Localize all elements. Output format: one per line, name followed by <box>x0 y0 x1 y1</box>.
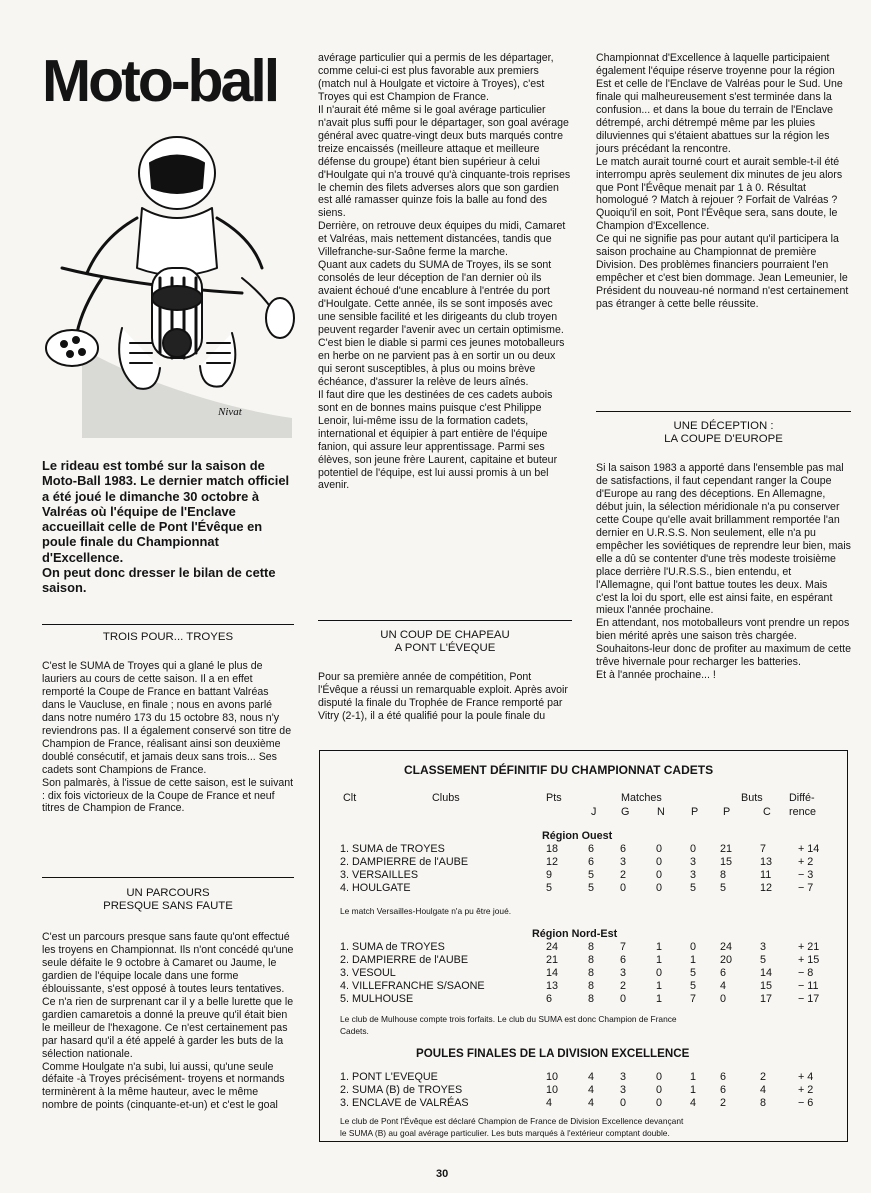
cell-n: 0 <box>656 1097 663 1109</box>
page-number: 30 <box>436 1168 449 1180</box>
cell-pts: 14 <box>546 967 559 979</box>
cell-pts: 24 <box>546 941 559 953</box>
cell-pts: 10 <box>546 1084 559 1096</box>
cell-buts-c: 8 <box>760 1097 767 1109</box>
cell-g: 2 <box>620 869 627 881</box>
article-column-2: avérage particulier qui a permis de les départager, comme celui-ci est plus favorable aux premiers (match nul à Houlgate et victoire à Troyes), c'est Troyes qui est Champion de France. Il n'aurait été même si le goal avérage particulier n'avait plus suffi pour le départager, son goal avérage général avec quatre-vingt deux buts marqués contre treize encaissés (meilleure attaque et meilleure défense du groupe) étant bien supérieur à celui d'Houlgate qui n'a trouvé qu'à cinquante-trois reprises le chemin des filets adverses alors que son gardien est allé ramasser quinze fois la balle au fond des siens. Derrière, on retrouve deux équipes du midi, Camaret et Valréas, mais nettement distancées, tandis que Villefranche-sur-Saône ferme la marche. Quant aux cadets du SUMA de Troyes, ils se sont consolés de leur déception de l'an dernier où ils avaient échoué d'une encablure à l'entrée du port d'Houlgate. Cette année, ils se sont imposés avec une sensible facilité et les dirigeants du club troyen peuvent regarder l'avenir avec un certain optimisme. C'est bien le diable si parmi ces jeunes motoballeurs en herbe on ne parvient pas à en sortir un ou deux qui seront susceptibles, à plus ou moins brève échéance, d'assurer la relève de leurs aînés. Il faut dire que les destinées de ces cadets aubois sont en de bonnes mains puisque c'est Philippe Lenoir, lui-même issu de la formation cadets, international et équipier à part entière de l'équipe fanion, qui assure leur apprentissage. Parmi ses élèves, son jeune frère Laurent, capitaine et buteur potentiel de l'équipe, est lui aussi promis à un bel avenir. <box>318 52 571 492</box>
cell-p: 0 <box>690 843 697 855</box>
table-note: Le match Versailles-Houlgate n'a pu être joué. <box>340 906 512 916</box>
cell-p: 5 <box>690 882 697 894</box>
section-body: C'est un parcours presque sans faute qu'ont effectué les troyens en Championnat. Ils n'ont concédé qu'une seule défaite le 9 octobre à Camaret ou Jaume, le gardien de l'équipe locale dans une forme éblouissante, s'est opposé à toutes leurs tentatives. Ce n'a rien de surprenant car il y a belle lurette que le gardien camaretois a donné la preuve qu'il était bien le meilleur de l'hexagone. Ce n'est certainement pas par hasard qu'il a été appelé à garder les buts de la sélection nationale. Comme Houlgate n'a subi, lui aussi, qu'une seule défaite -à Troyes précisément- troyens et normands terminèrent à la même hauteur, avec le même nombre de points (cinquante-et-un) et c'est le goal <box>42 931 294 1112</box>
cell-p: 0 <box>690 941 697 953</box>
table-note: le SUMA (B) au goal avérage particulier. Les buts marqués à l'extérieur comptant double. <box>340 1128 670 1138</box>
cell-n: 0 <box>656 1071 663 1083</box>
section-rule <box>42 624 294 625</box>
cell-club: 3. ENCLAVE de VALRÉAS <box>340 1097 469 1109</box>
cell-buts-c: 17 <box>760 993 773 1005</box>
cell-club: 3. VESOUL <box>340 967 396 979</box>
cell-buts-p: 6 <box>720 967 727 979</box>
cell-buts-c: 5 <box>760 954 767 966</box>
cell-buts-p: 4 <box>720 980 727 992</box>
cell-g: 6 <box>620 843 627 855</box>
article-column-3: Championnat d'Excellence à laquelle participaient également l'équipe réserve troyenne pour la région Est et celle de l'Enclave de Valréas pour le Sud. Une finale qui malheureusement s'est terminée dans la confusion... et dans la boue du terrain de l'Enclave détrempé, archi détrempé même par les pluies diluviennes qui s'étaient abattues sur la région les jours précédant la rencontre. Le match aurait tourné court et aurait semble-t-il été interrompu après seulement dix minutes de jeu alors que Pont l'Évêque menait par 1 à 0. Résultat homologué ? Match à rejouer ? Forfait de Valréas ? Quoiqu'il en soit, Pont l'Évêque sera, sans doute, le Champion d'Excellence. Ce qui ne signifie pas pour autant qu'il participera la saison prochaine au Championnat de première Division. Des problèmes financiers pourraient l'en empêcher et c'est bien dommage. Jean Lemeunier, le Président du nouveau-né normand n'est certainement pas étranger à cette belle réussite. <box>596 52 849 311</box>
cell-diff: − 8 <box>798 967 814 979</box>
cell-j: 6 <box>588 856 595 868</box>
col-header-clt: Clt <box>343 792 357 804</box>
cell-n: 1 <box>656 980 663 992</box>
cell-g: 3 <box>620 967 627 979</box>
cell-pts: 12 <box>546 856 559 868</box>
col-header-j: J <box>591 806 597 818</box>
cell-g: 3 <box>620 1084 627 1096</box>
cell-n: 0 <box>656 843 663 855</box>
col-header-diff: Diffé- <box>789 792 815 804</box>
cell-p: 1 <box>690 1071 697 1083</box>
artist-signature: Nivat <box>218 406 242 418</box>
cell-club: 1. PONT L'EVEQUE <box>340 1071 438 1083</box>
cell-diff: + 4 <box>798 1071 814 1083</box>
cell-p: 4 <box>690 1097 697 1109</box>
section-heading: TROIS POUR... TROYES <box>102 631 234 643</box>
cell-g: 3 <box>620 856 627 868</box>
section-body: Si la saison 1983 a apporté dans l'ensemble pas mal de satisfactions, il faut cependant ranger la Coupe d'Europe au rang des déceptions. En Allemagne, début juin, la sélection méridionale n'a pu conserver cette Coupe qu'elle avait brillamment remportée l'an dernier en U.R.S.S. Non seulement, elle n'a pu empêcher les soviétiques de reprendre leur bien, mais elle a dû se contenter d'une très modeste troisième place derrière l'U.R.S.S., bien entendu, et l'Allemagne, qui l'ont battue toutes les deux. Mais c'est la loi du sport, elle est ainsi faite, en espérant mieux l'année prochaine. En attendant, nos motoballeurs vont prendre un repos bien mérité après une saison très chargée. Souhaitons-leur donc de profiter au maximum de cette trêve hivernale pour recharger les batteries. Et à l'année prochaine... ! <box>596 462 851 682</box>
cell-p: 3 <box>690 856 697 868</box>
cell-g: 0 <box>620 1097 627 1109</box>
cell-buts-c: 4 <box>760 1084 767 1096</box>
cell-j: 8 <box>588 993 595 1005</box>
cell-n: 0 <box>656 869 663 881</box>
cell-club: 5. MULHOUSE <box>340 993 414 1005</box>
cell-club: 2. SUMA (B) de TROYES <box>340 1084 463 1096</box>
cell-g: 7 <box>620 941 627 953</box>
cell-club: 2. DAMPIERRE de l'AUBE <box>340 856 469 868</box>
cell-g: 3 <box>620 1071 627 1083</box>
cell-buts-c: 7 <box>760 843 767 855</box>
cell-g: 0 <box>620 993 627 1005</box>
section-body: C'est le SUMA de Troyes qui a glané le plus de lauriers au cours de cette saison. Il a en effet remporté la Coupe de France en battant Valréas dans le Vaucluse, en finale ; nous en avons parlé dans notre numéro 173 du 15 octobre 83, nous n'y reviendrons pas. Il a également conservé son titre de Champion de France, réalisant ainsi son deuxième doublé consécutif, et jamais deux sans trois... Ses cadets sont Champions de France. Son palmarès, à l'issue de cette saison, est le suivant : dix fois victorieux de la Coupe de France et neuf titres de Champion de France. <box>42 660 294 815</box>
cell-j: 8 <box>588 967 595 979</box>
cell-n: 1 <box>656 993 663 1005</box>
intro-paragraph: Le rideau est tombé sur la saison de Moto-Ball 1983. Le dernier match officiel a été joué le dimanche 30 octobre à Valréas où l'équipe de l'Enclave accueillait celle de Pont l'Évêque en poule finale du Championnat d'Excellence. On peut donc dresser le bilan de cette saison. <box>42 458 290 596</box>
cell-club: 1. SUMA de TROYES <box>340 941 445 953</box>
cell-j: 8 <box>588 941 595 953</box>
col-header-matches: Matches <box>621 792 662 804</box>
section-rule <box>318 620 572 621</box>
region-heading: Région Nord-Est <box>532 928 618 940</box>
cell-p: 7 <box>690 993 697 1005</box>
cell-p: 3 <box>690 869 697 881</box>
cell-buts-c: 11 <box>760 869 772 881</box>
cell-diff: − 7 <box>798 882 814 894</box>
cell-buts-p: 0 <box>720 993 727 1005</box>
cell-pts: 21 <box>546 954 559 966</box>
cell-buts-p: 8 <box>720 869 727 881</box>
cell-club: 4. HOULGATE <box>340 882 411 894</box>
cell-pts: 5 <box>546 882 553 894</box>
poules-title: POULES FINALES DE LA DIVISION EXCELLENCE <box>416 1047 690 1060</box>
cell-p: 5 <box>690 967 697 979</box>
region-heading: Région Ouest <box>542 830 613 842</box>
cell-buts-c: 15 <box>760 980 773 992</box>
cell-pts: 18 <box>546 843 559 855</box>
cell-club: 3. VERSAILLES <box>340 869 419 881</box>
cell-j: 8 <box>588 954 595 966</box>
cell-j: 4 <box>588 1097 595 1109</box>
cell-diff: + 2 <box>798 1084 814 1096</box>
cell-buts-p: 6 <box>720 1071 727 1083</box>
table-note: Cadets. <box>340 1026 369 1036</box>
table-note: Le club de Pont l'Évêque est déclaré Champion de France de Division Excellence devançant <box>340 1116 684 1126</box>
cell-club: 4. VILLEFRANCHE S/SAONE <box>340 980 485 992</box>
cell-j: 5 <box>588 869 595 881</box>
col-header-g: G <box>621 806 630 818</box>
col-header-clubs: Clubs <box>432 792 460 804</box>
cell-j: 4 <box>588 1084 595 1096</box>
table-note: Le club de Mulhouse compte trois forfaits. Le club du SUMA est donc Champion de France <box>340 1014 677 1024</box>
cell-buts-p: 20 <box>720 954 733 966</box>
cell-buts-c: 3 <box>760 941 767 953</box>
cell-p: 1 <box>690 1084 697 1096</box>
cell-club: 2. DAMPIERRE de l'AUBE <box>340 954 469 966</box>
cell-buts-p: 15 <box>720 856 733 868</box>
cell-j: 5 <box>588 882 595 894</box>
cell-pts: 13 <box>546 980 559 992</box>
col-header-buts-c: C <box>763 806 771 818</box>
cell-buts-p: 6 <box>720 1084 727 1096</box>
cell-buts-p: 5 <box>720 882 727 894</box>
cell-j: 8 <box>588 980 595 992</box>
cell-pts: 6 <box>546 993 553 1005</box>
section-heading: UN PARCOURS PRESQUE SANS FAUTE <box>103 887 233 912</box>
cell-buts-c: 2 <box>760 1071 767 1083</box>
section-rule <box>42 877 294 878</box>
col-header-p: P <box>691 806 699 818</box>
cell-g: 0 <box>620 882 627 894</box>
cell-diff: − 6 <box>798 1097 814 1109</box>
cell-g: 6 <box>620 954 627 966</box>
cell-diff: + 2 <box>798 856 814 868</box>
cell-g: 2 <box>620 980 627 992</box>
col-header-pts: Pts <box>546 792 562 804</box>
cell-club: 1. SUMA de TROYES <box>340 843 445 855</box>
cell-buts-c: 14 <box>760 967 773 979</box>
cell-buts-p: 21 <box>720 843 733 855</box>
cell-n: 0 <box>656 882 663 894</box>
cell-pts: 9 <box>546 869 553 881</box>
cell-p: 5 <box>690 980 697 992</box>
section-heading: UNE DÉCEPTION : LA COUPE D'EUROPE <box>664 420 783 445</box>
section-heading: UN COUP DE CHAPEAU A PONT L'ÉVEQUE <box>380 629 510 654</box>
cell-j: 4 <box>588 1071 595 1083</box>
cell-n: 1 <box>656 954 663 966</box>
page-title: Moto-ball <box>42 48 278 114</box>
cell-buts-p: 24 <box>720 941 733 953</box>
cell-n: 1 <box>656 941 663 953</box>
section-rule <box>596 411 851 412</box>
cell-diff: + 15 <box>798 954 820 966</box>
standings-table <box>319 750 848 1142</box>
cell-buts-c: 13 <box>760 856 773 868</box>
cell-pts: 4 <box>546 1097 553 1109</box>
table-title: CLASSEMENT DÉFINITIF DU CHAMPIONNAT CADETS <box>404 763 714 777</box>
col-header-buts-p: P <box>723 806 731 818</box>
section-body: Pour sa première année de compétition, Pont l'Évêque a réussi un remarquable exploit. Après avoir disputé la finale du Trophée de France remporté par Vitry (2-1), il a été qualifié pour la poule finale du <box>318 671 568 722</box>
cell-buts-c: 12 <box>760 882 773 894</box>
cell-j: 6 <box>588 843 595 855</box>
cell-pts: 10 <box>546 1071 559 1083</box>
cell-diff: − 11 <box>798 980 819 992</box>
cell-diff: − 3 <box>798 869 814 881</box>
cell-n: 0 <box>656 967 663 979</box>
motoball-rider-illustration <box>42 118 302 438</box>
cell-buts-p: 2 <box>720 1097 727 1109</box>
cell-diff: − 17 <box>798 993 820 1005</box>
cell-diff: + 14 <box>798 843 820 855</box>
cell-diff: + 21 <box>798 941 820 953</box>
col-header-buts: Buts <box>741 792 763 804</box>
cell-p: 1 <box>690 954 697 966</box>
cell-n: 0 <box>656 856 663 868</box>
cell-n: 0 <box>656 1084 663 1096</box>
col-header-diff-2: rence <box>789 806 817 818</box>
col-header-n: N <box>657 806 665 818</box>
